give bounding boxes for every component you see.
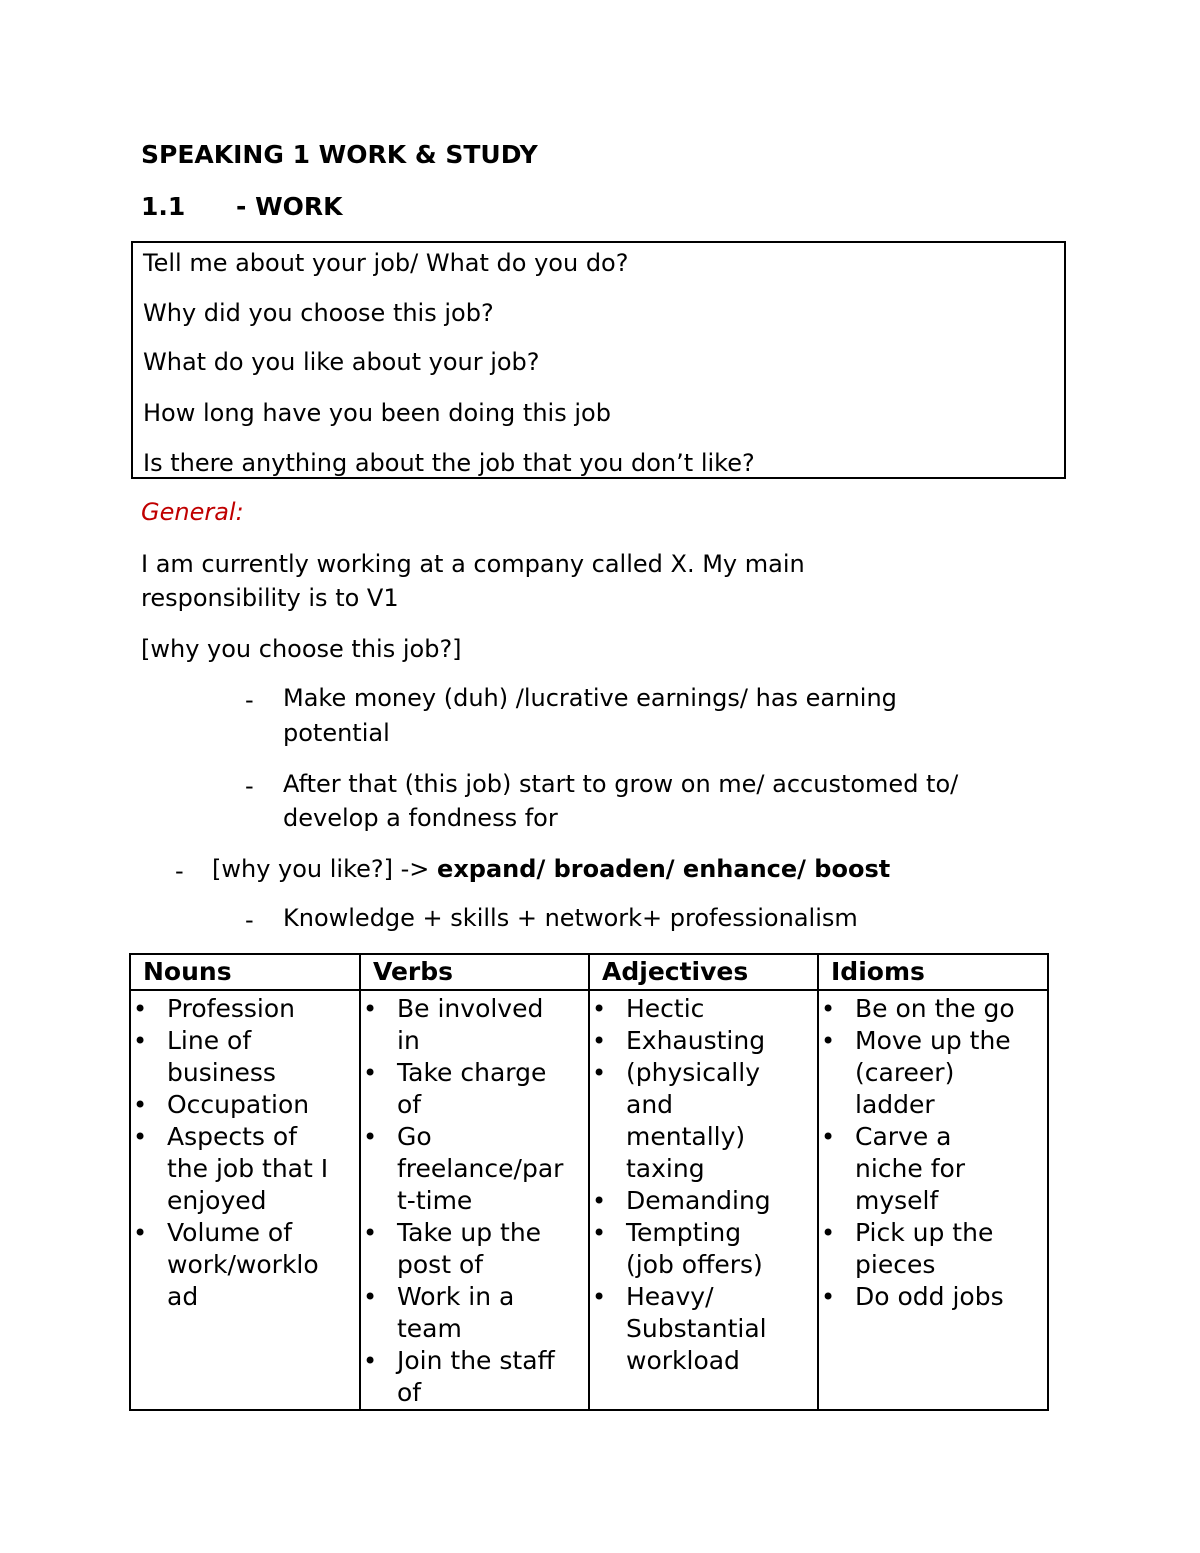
- bullet-3-bold-text: expand/ broaden/ enhance/ boost: [437, 855, 891, 883]
- list-item-line: • Work in a: [397, 1282, 515, 1311]
- list-item-line: • Pick up the: [855, 1218, 994, 1247]
- list-item-line: • Line of: [167, 1026, 252, 1055]
- list-item-line: mentally): [626, 1122, 746, 1151]
- list-item-line: • Go: [397, 1122, 432, 1151]
- adjective-item: [590, 1185, 817, 1217]
- verb-item: [361, 993, 588, 1057]
- dash-bullet: -: [245, 906, 254, 934]
- list-item-line: • Demanding: [626, 1186, 771, 1215]
- header-verbs: Verbs: [360, 954, 589, 990]
- adjective-item: [590, 1281, 817, 1377]
- list-item-line: • Do odd jobs: [855, 1282, 1004, 1311]
- noun-item: [131, 993, 359, 1025]
- list-item-line: pieces: [855, 1250, 936, 1279]
- verbs-cell: [360, 990, 589, 1410]
- intro-line-2: responsibility is to V1: [141, 584, 399, 612]
- bullet-1-line-2: potential: [283, 719, 390, 747]
- list-item-line: • Be on the go: [855, 994, 1015, 1023]
- list-item-line: (career): [855, 1058, 955, 1087]
- list-item-line: • Volume of: [167, 1218, 293, 1247]
- list-item-line: freelance/par: [397, 1154, 564, 1183]
- list-item-line: team: [397, 1314, 462, 1343]
- noun-item: [131, 1217, 359, 1313]
- idiom-item: [819, 993, 1047, 1025]
- noun-item: [131, 1025, 359, 1089]
- list-item-line: (job offers): [626, 1250, 763, 1279]
- table-header-row: [130, 954, 1048, 990]
- verb-item: [361, 1281, 588, 1345]
- verb-item: [361, 1057, 588, 1121]
- verb-item: [361, 1121, 588, 1217]
- list-item-line: ladder: [855, 1090, 935, 1119]
- dash-bullet: -: [245, 686, 254, 714]
- list-item-line: • Heavy/: [626, 1282, 714, 1311]
- idiom-item: [819, 1217, 1047, 1281]
- list-item-line: in: [397, 1026, 420, 1055]
- question-4: How long have you been doing this job: [143, 399, 611, 427]
- page-title: SPEAKING 1 WORK & STUDY: [141, 140, 538, 169]
- bullet-3-text: [why you like?] ->: [212, 855, 438, 883]
- questions-box: [131, 241, 1066, 479]
- list-item-line: • Tempting: [626, 1218, 742, 1247]
- bullet-2-line-2: develop a fondness for: [283, 804, 558, 832]
- vocabulary-table: [129, 953, 1049, 1411]
- intro-line-1: I am currently working at a company called X. My main: [141, 550, 805, 578]
- list-item-line: the job that I: [167, 1154, 329, 1183]
- bullet-1-line-1: Make money (duh) /lucrative earnings/ has earning: [283, 684, 897, 712]
- nouns-cell: [130, 990, 360, 1410]
- list-item-line: • Exhausting: [626, 1026, 766, 1055]
- adjective-item: [590, 993, 817, 1025]
- verb-item: [361, 1217, 588, 1281]
- list-item-line: of: [397, 1090, 422, 1119]
- idiom-item: [819, 1281, 1047, 1313]
- header-nouns: Nouns: [130, 954, 360, 990]
- list-item-line: • Take up the: [397, 1218, 542, 1247]
- bullet-2-line-1: After that (this job) start to grow on me/ accustomed to/: [283, 770, 959, 798]
- adjective-item: [590, 1025, 817, 1057]
- adjective-item: [590, 1217, 817, 1281]
- why-choose-label: [why you choose this job?]: [141, 635, 462, 663]
- list-item-line: taxing: [626, 1154, 705, 1183]
- list-item-line: • (physically: [626, 1058, 760, 1087]
- list-item-line: workload: [626, 1346, 740, 1375]
- idiom-item: [819, 1025, 1047, 1121]
- list-item-line: • Hectic: [626, 994, 705, 1023]
- idiom-item: [819, 1121, 1047, 1217]
- adjectives-cell: [589, 990, 818, 1410]
- noun-item: [131, 1089, 359, 1121]
- dash-bullet: -: [245, 772, 254, 800]
- adjective-item: [590, 1057, 817, 1185]
- general-label: General:: [141, 498, 244, 526]
- list-item-line: business: [167, 1058, 276, 1087]
- idioms-cell: [818, 990, 1048, 1410]
- list-item-line: • Be involved: [397, 994, 544, 1023]
- list-item-line: niche for: [855, 1154, 966, 1183]
- list-item-line: enjoyed: [167, 1186, 267, 1215]
- list-item-line: work/worklo: [167, 1250, 319, 1279]
- question-3: What do you like about your job?: [143, 348, 540, 376]
- table-row: [130, 990, 1048, 1410]
- list-item-line: • Move up the: [855, 1026, 1011, 1055]
- list-item-line: t-time: [397, 1186, 473, 1215]
- dash-bullet: -: [175, 857, 184, 885]
- bullet-4: Knowledge + skills + network+ professionalism: [283, 904, 858, 932]
- verb-item: [361, 1345, 588, 1409]
- list-item-line: • Profession: [167, 994, 295, 1023]
- list-item-line: myself: [855, 1186, 939, 1215]
- list-item-line: • Join the staff: [397, 1346, 555, 1375]
- noun-item: [131, 1121, 359, 1217]
- question-2: Why did you choose this job?: [143, 299, 494, 327]
- question-1: Tell me about your job/ What do you do?: [143, 249, 629, 277]
- list-item-line: post of: [397, 1250, 484, 1279]
- section-number: 1.1: [141, 192, 186, 221]
- list-item-line: of: [397, 1378, 422, 1407]
- list-item-line: • Carve a: [855, 1122, 952, 1151]
- question-5: Is there anything about the job that you don’t like?: [143, 449, 755, 477]
- section-label: - WORK: [236, 192, 343, 221]
- list-item-line: • Take charge: [397, 1058, 547, 1087]
- header-adjectives: Adjectives: [589, 954, 818, 990]
- list-item-line: • Occupation: [167, 1090, 310, 1119]
- bullet-3: [212, 855, 890, 883]
- header-idioms: Idioms: [818, 954, 1048, 990]
- list-item-line: ad: [167, 1282, 199, 1311]
- list-item-line: and: [626, 1090, 674, 1119]
- list-item-line: • Aspects of: [167, 1122, 297, 1151]
- list-item-line: Substantial: [626, 1314, 767, 1343]
- section-heading: [141, 192, 343, 221]
